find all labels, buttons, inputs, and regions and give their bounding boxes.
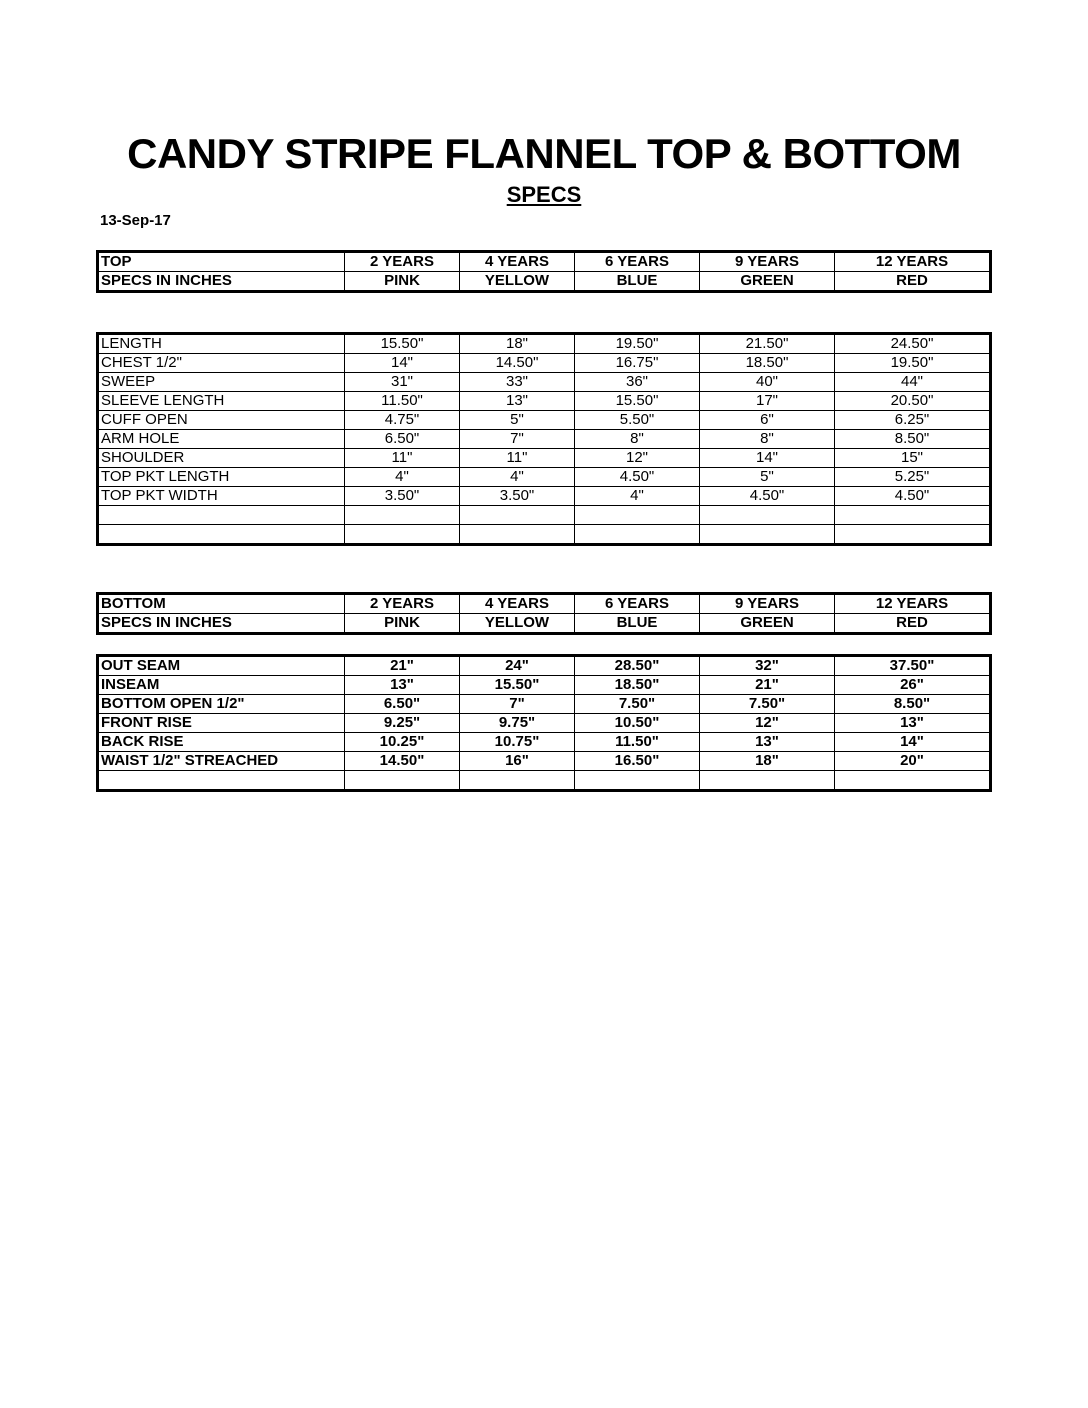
value-cell: 15.50" <box>575 392 700 411</box>
value-cell: 5.25" <box>835 468 991 487</box>
value-cell: 6.50" <box>345 695 460 714</box>
value-cell: 5" <box>460 411 575 430</box>
table-row <box>98 334 991 354</box>
row-label-cell: OUT SEAM <box>98 656 345 676</box>
value-cell <box>345 771 460 791</box>
value-cell: 3.50" <box>345 487 460 506</box>
value-cell: 21" <box>345 656 460 676</box>
value-cell: 16.50" <box>575 752 700 771</box>
table-row <box>98 430 991 449</box>
document-title: CANDY STRIPE FLANNEL TOP & BOTTOM <box>127 130 961 177</box>
value-cell: RED <box>835 614 991 634</box>
value-cell: 18" <box>700 752 835 771</box>
table-row <box>98 411 991 430</box>
table-row <box>98 252 991 272</box>
table-row <box>98 373 991 392</box>
value-cell: 28.50" <box>575 656 700 676</box>
table-row <box>98 695 991 714</box>
value-cell: 16.75" <box>575 354 700 373</box>
value-cell: 12" <box>700 714 835 733</box>
value-cell: 7.50" <box>700 695 835 714</box>
value-cell <box>700 525 835 545</box>
value-cell: 7.50" <box>575 695 700 714</box>
row-label-cell: TOP PKT WIDTH <box>98 487 345 506</box>
value-cell: 2 YEARS <box>345 252 460 272</box>
value-cell <box>460 525 575 545</box>
value-cell: 10.50" <box>575 714 700 733</box>
value-cell: 21" <box>700 676 835 695</box>
value-cell: 20" <box>835 752 991 771</box>
value-cell: 8.50" <box>835 695 991 714</box>
value-cell: 18" <box>460 334 575 354</box>
top-specs-table <box>96 332 992 546</box>
value-cell <box>835 506 991 525</box>
table-row <box>98 525 991 545</box>
table-row <box>98 676 991 695</box>
table-row <box>98 594 991 614</box>
value-cell: 11.50" <box>575 733 700 752</box>
row-label-cell: FRONT RISE <box>98 714 345 733</box>
row-label-cell: ARM HOLE <box>98 430 345 449</box>
value-cell: 31" <box>345 373 460 392</box>
value-cell: 8" <box>575 430 700 449</box>
value-cell: 16" <box>460 752 575 771</box>
value-cell: 9.25" <box>345 714 460 733</box>
bottom-specs-table <box>96 654 992 792</box>
value-cell: 4.50" <box>700 487 835 506</box>
document-subtitle: SPECS <box>506 182 582 207</box>
value-cell: 11" <box>345 449 460 468</box>
value-cell: 13" <box>460 392 575 411</box>
value-cell: 8.50" <box>835 430 991 449</box>
value-cell: 14" <box>700 449 835 468</box>
table-row <box>98 656 991 676</box>
value-cell: 14.50" <box>345 752 460 771</box>
value-cell: 13" <box>700 733 835 752</box>
value-cell: 36" <box>575 373 700 392</box>
table-row <box>98 392 991 411</box>
value-cell: 5" <box>700 468 835 487</box>
value-cell: 19.50" <box>835 354 991 373</box>
value-cell: 15.50" <box>460 676 575 695</box>
row-label-cell: CHEST 1/2" <box>98 354 345 373</box>
row-label-cell: CUFF OPEN <box>98 411 345 430</box>
value-cell: BLUE <box>575 614 700 634</box>
value-cell <box>835 771 991 791</box>
table-row <box>98 614 991 634</box>
value-cell: 6 YEARS <box>575 252 700 272</box>
row-label-cell <box>98 506 345 525</box>
value-cell: GREEN <box>700 614 835 634</box>
value-cell: 12 YEARS <box>835 594 991 614</box>
value-cell: 14" <box>345 354 460 373</box>
value-cell: 4" <box>345 468 460 487</box>
row-label-cell: LENGTH <box>98 334 345 354</box>
value-cell <box>460 506 575 525</box>
value-cell <box>345 525 460 545</box>
row-label-cell: WAIST 1/2" STREACHED <box>98 752 345 771</box>
value-cell: 6 YEARS <box>575 594 700 614</box>
value-cell: 12 YEARS <box>835 252 991 272</box>
row-label-cell: SHOULDER <box>98 449 345 468</box>
value-cell: 4.75" <box>345 411 460 430</box>
value-cell: 7" <box>460 430 575 449</box>
row-label-cell <box>98 525 345 545</box>
value-cell: 19.50" <box>575 334 700 354</box>
value-cell: 14" <box>835 733 991 752</box>
table-row <box>98 714 991 733</box>
table-row <box>98 506 991 525</box>
value-cell <box>700 771 835 791</box>
top-header-table <box>96 250 992 293</box>
value-cell: RED <box>835 272 991 292</box>
row-label-cell <box>98 771 345 791</box>
value-cell: YELLOW <box>460 272 575 292</box>
value-cell: 6.25" <box>835 411 991 430</box>
value-cell: 37.50" <box>835 656 991 676</box>
value-cell: 4" <box>575 487 700 506</box>
value-cell: 4" <box>460 468 575 487</box>
value-cell: 18.50" <box>575 676 700 695</box>
value-cell: 13" <box>345 676 460 695</box>
value-cell: 21.50" <box>700 334 835 354</box>
value-cell: 44" <box>835 373 991 392</box>
value-cell: 24" <box>460 656 575 676</box>
value-cell: 12" <box>575 449 700 468</box>
row-label-cell: BOTTOM OPEN 1/2" <box>98 695 345 714</box>
value-cell: 2 YEARS <box>345 594 460 614</box>
value-cell: 24.50" <box>835 334 991 354</box>
table-row <box>98 771 991 791</box>
table-row <box>98 487 991 506</box>
row-label-cell: SPECS IN INCHES <box>98 614 345 634</box>
value-cell: 7" <box>460 695 575 714</box>
value-cell: 3.50" <box>460 487 575 506</box>
row-label-cell: SLEEVE LENGTH <box>98 392 345 411</box>
value-cell <box>575 771 700 791</box>
value-cell: 10.75" <box>460 733 575 752</box>
value-cell: 6.50" <box>345 430 460 449</box>
value-cell: YELLOW <box>460 614 575 634</box>
value-cell: 9 YEARS <box>700 252 835 272</box>
value-cell: GREEN <box>700 272 835 292</box>
value-cell: 9.75" <box>460 714 575 733</box>
table-row <box>98 272 991 292</box>
value-cell: BLUE <box>575 272 700 292</box>
row-label-cell: INSEAM <box>98 676 345 695</box>
value-cell: 4 YEARS <box>460 252 575 272</box>
value-cell: 20.50" <box>835 392 991 411</box>
value-cell <box>835 525 991 545</box>
value-cell <box>460 771 575 791</box>
table-row <box>98 449 991 468</box>
value-cell: PINK <box>345 272 460 292</box>
value-cell: 11" <box>460 449 575 468</box>
row-label-cell: BOTTOM <box>98 594 345 614</box>
document-date: 13-Sep-17 <box>100 212 171 229</box>
row-label-cell: TOP PKT LENGTH <box>98 468 345 487</box>
value-cell: 10.25" <box>345 733 460 752</box>
value-cell: 14.50" <box>460 354 575 373</box>
value-cell <box>700 506 835 525</box>
row-label-cell: TOP <box>98 252 345 272</box>
value-cell <box>575 506 700 525</box>
value-cell: 11.50" <box>345 392 460 411</box>
table-row <box>98 468 991 487</box>
value-cell: 18.50" <box>700 354 835 373</box>
value-cell: 4.50" <box>835 487 991 506</box>
table-row <box>98 733 991 752</box>
row-label-cell: SWEEP <box>98 373 345 392</box>
value-cell: 17" <box>700 392 835 411</box>
value-cell: 6" <box>700 411 835 430</box>
value-cell: 40" <box>700 373 835 392</box>
value-cell: 15" <box>835 449 991 468</box>
value-cell: 26" <box>835 676 991 695</box>
value-cell: 5.50" <box>575 411 700 430</box>
value-cell: 9 YEARS <box>700 594 835 614</box>
value-cell <box>345 506 460 525</box>
value-cell: 13" <box>835 714 991 733</box>
bottom-header-table <box>96 592 992 635</box>
value-cell: 15.50" <box>345 334 460 354</box>
value-cell: PINK <box>345 614 460 634</box>
value-cell: 32" <box>700 656 835 676</box>
value-cell: 4 YEARS <box>460 594 575 614</box>
table-row <box>98 752 991 771</box>
row-label-cell: BACK RISE <box>98 733 345 752</box>
value-cell: 33" <box>460 373 575 392</box>
value-cell: 4.50" <box>575 468 700 487</box>
row-label-cell: SPECS IN INCHES <box>98 272 345 292</box>
table-row <box>98 354 991 373</box>
value-cell: 8" <box>700 430 835 449</box>
value-cell <box>575 525 700 545</box>
